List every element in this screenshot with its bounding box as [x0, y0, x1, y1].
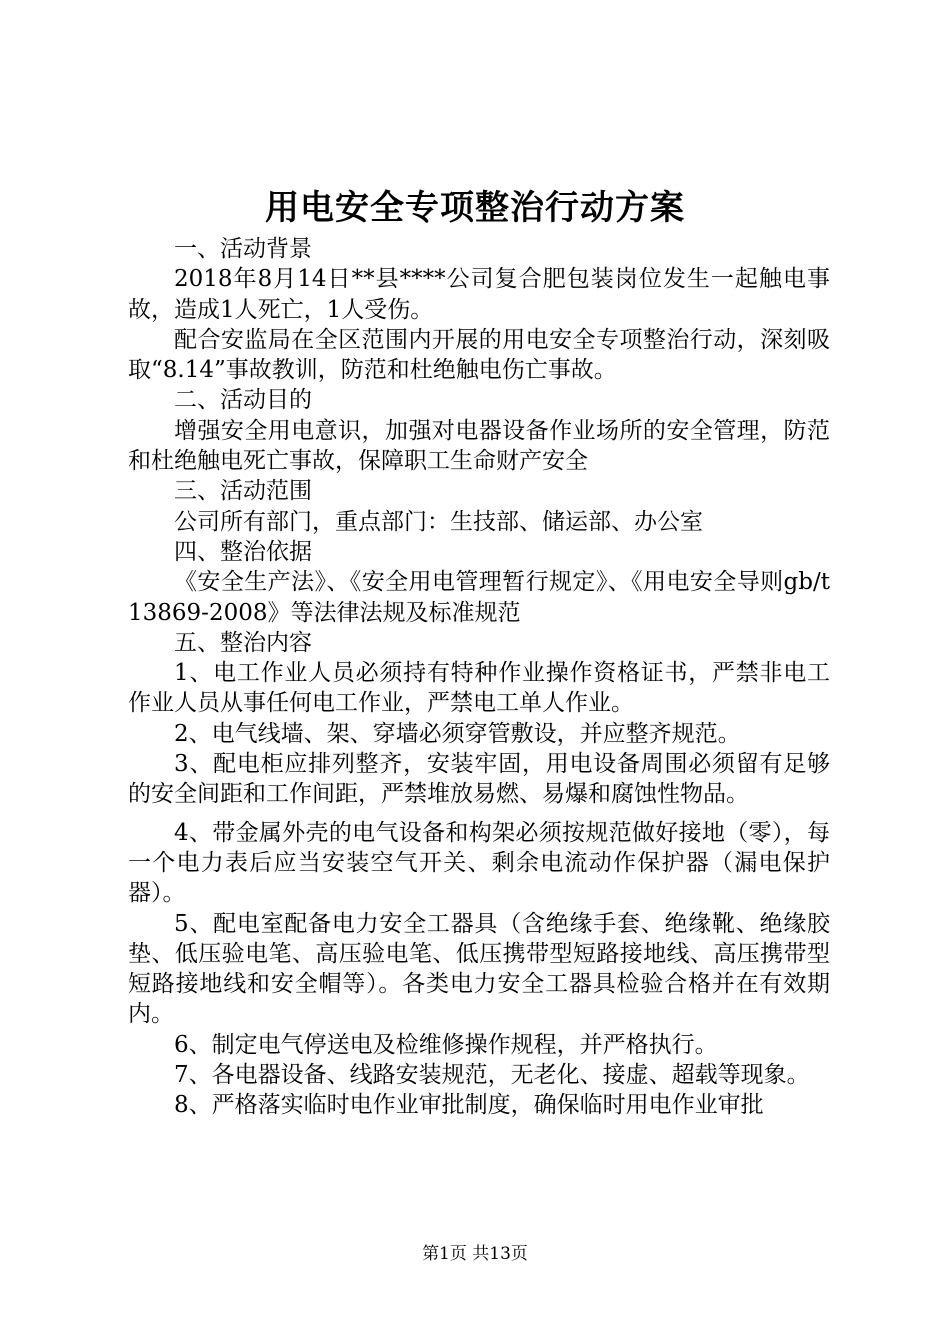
document-title: 用电安全专项整治行动方案	[265, 188, 685, 228]
list-item-content-2: 2、电气线墙、架、穿墙必须穿管敷设，并应整齐规范。	[174, 720, 741, 747]
page-number-footer: 第1页 共13页	[422, 1244, 528, 1264]
list-item-content-8: 8、严格落实临时电作业审批制度，确保临时用电作业审批	[174, 1092, 764, 1119]
section-heading-content: 五、整治内容	[174, 629, 312, 656]
section-heading-scope: 三、活动范围	[174, 478, 312, 505]
list-item-content-3: 3、配电柜应排列整齐，安装牢固，用电设备周围必须留有足够的安全间距和工作间距，严禁堆放易燃、易爆和腐蚀性物品。	[128, 751, 830, 808]
list-item-content-7: 7、各电器设备、线路安装规范，无老化、接虚、超载等现象。	[174, 1062, 810, 1089]
paragraph-background-incident: 2018年8月14日**县****公司复合肥包装岗位发生一起触电事故，造成1人死亡，1人受伤。	[128, 266, 830, 323]
paragraph-background-action: 配合安监局在全区范围内开展的用电安全专项整治行动，深刻吸取“8.14”事故教训，防范和杜绝触电伤亡事故。	[128, 326, 830, 384]
section-heading-purpose: 二、活动目的	[174, 387, 312, 414]
section-heading-background: 一、活动背景	[174, 236, 312, 262]
list-item-content-5: 5、配电室配备电力安全工器具（含绝缘手套、绝缘靴、绝缘胶垫、低压验电笔、高压验电笔、低压携带型短路接地线、高压携带型短路接地线和安全帽等）。各类电力安全工器具检验合格并在有效期内。	[128, 910, 830, 1028]
section-heading-basis: 四、整治依据	[174, 538, 312, 565]
list-item-content-6: 6、制定电气停送电及检维修操作规程，并严格执行。	[174, 1031, 718, 1058]
list-item-content-4: 4、带金属外壳的电气设备和构架必须按规范做好接地（零），每一个电力表后应当安装空气开关、剩余电流动作保护器（漏电保护器）。	[128, 819, 830, 907]
paragraph-purpose: 增强安全用电意识，加强对电器设备作业场所的安全管理，防范和杜绝触电死亡事故，保障职工生命财产安全	[128, 417, 830, 475]
paragraph-basis: 《安全生产法》、《安全用电管理暂行规定》、《用电安全导则gb/t13869-2008》等法律法规及标准规范	[128, 569, 830, 626]
paragraph-scope: 公司所有部门，重点部门：生技部、储运部、办公室	[174, 508, 703, 535]
list-item-content-1: 1、电工作业人员必须持有特种作业操作资格证书，严禁非电工作业人员从事任何电工作业，严禁电工单人作业。	[128, 660, 830, 717]
document-body	[128, 234, 830, 1121]
